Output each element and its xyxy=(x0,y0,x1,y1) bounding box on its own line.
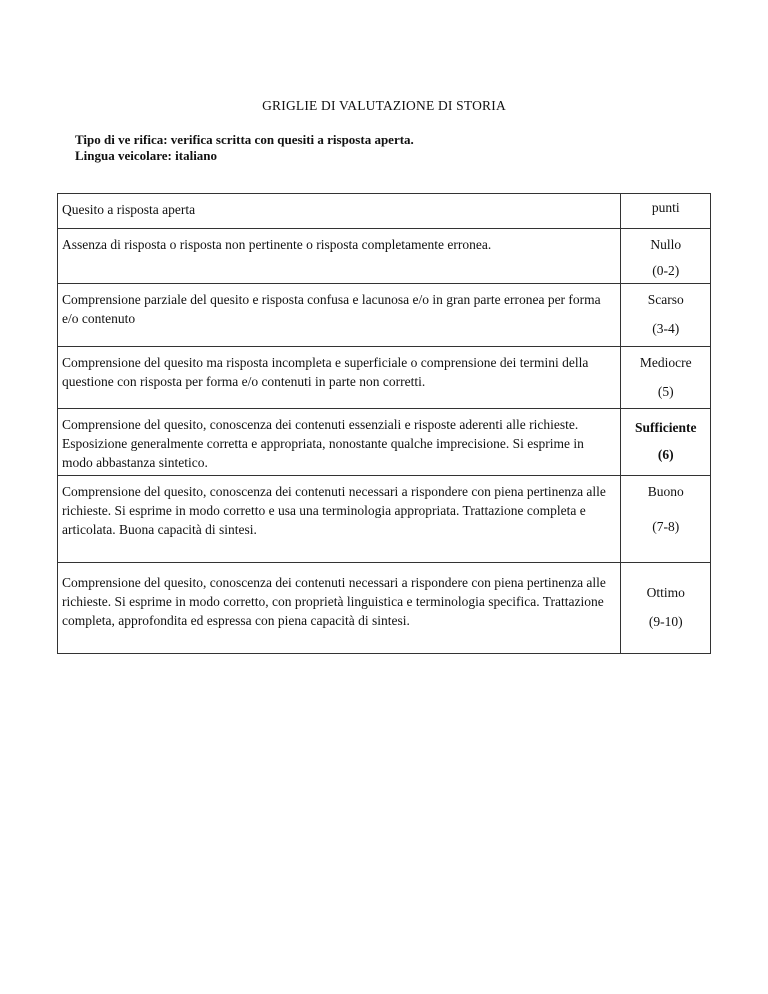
row-range: (9-10) xyxy=(648,614,683,629)
row-score xyxy=(621,409,711,476)
row-score xyxy=(621,476,711,563)
document-meta xyxy=(75,132,414,164)
header-description: Quesito a risposta aperta xyxy=(58,194,621,229)
row-description: Comprensione del quesito ma risposta incompleta e superficiale o comprensione dei termini della questione con risposta per forma e/o contenuti in parte non corretti. xyxy=(58,347,621,409)
evaluation-grid-table xyxy=(57,193,711,654)
table-row xyxy=(58,229,711,284)
row-range: (6) xyxy=(657,447,674,462)
row-score xyxy=(621,229,711,284)
table-row xyxy=(58,284,711,347)
table-row xyxy=(58,563,711,654)
table-row xyxy=(58,409,711,476)
vehicular-language: Lingua veicolare: italiano xyxy=(75,148,218,163)
row-score xyxy=(621,347,711,409)
row-range: (3-4) xyxy=(652,321,680,336)
document-title: GRIGLIE DI VALUTAZIONE DI STORIA xyxy=(262,98,506,113)
row-range: (5) xyxy=(657,384,674,399)
row-description: Comprensione del quesito, conoscenza dei contenuti necessari a rispondere con piena pertinenza alle richieste. Si esprime in modo corretto, con proprietà linguistica e terminologia specifica. Trattazione completa, approfondita ed espressa con piena capacità di sintesi. xyxy=(58,563,621,654)
row-description: Comprensione del quesito, conoscenza dei contenuti necessari a rispondere con piena pertinenza alle richieste. Si esprime in modo corretto e usa una terminologia appropriata. Trattazione completa e articolata. Buona capacità di sintesi. xyxy=(58,476,621,563)
row-level: Ottimo xyxy=(646,585,685,600)
row-level: Sufficiente xyxy=(634,420,697,435)
row-level: Buono xyxy=(647,484,684,499)
row-level: Mediocre xyxy=(639,355,692,370)
row-description: Comprensione parziale del quesito e risposta confusa e lacunosa e/o in gran parte erronea per forma e/o contenuto xyxy=(58,284,621,347)
row-score xyxy=(621,563,711,654)
table-header-row xyxy=(58,194,711,229)
header-score: punti xyxy=(621,194,711,229)
table-row xyxy=(58,476,711,563)
row-description: Assenza di risposta o risposta non pertinente o risposta completamente erronea. xyxy=(58,229,621,284)
row-level: Scarso xyxy=(647,292,684,307)
verification-type: Tipo di ve rifica: verifica scritta con quesiti a risposta aperta. xyxy=(75,132,414,147)
row-score xyxy=(621,284,711,347)
row-range: (7-8) xyxy=(652,519,680,534)
row-level: Nullo xyxy=(650,237,682,252)
row-description: Comprensione del quesito, conoscenza dei contenuti essenziali e risposte aderenti alle richieste. Esposizione generalmente corretta e appropriata, nonostante qualche imprecisione. Si esprime in modo abbastanza sintetico. xyxy=(58,409,621,476)
row-range: (0-2) xyxy=(652,263,680,278)
table-row xyxy=(58,347,711,409)
